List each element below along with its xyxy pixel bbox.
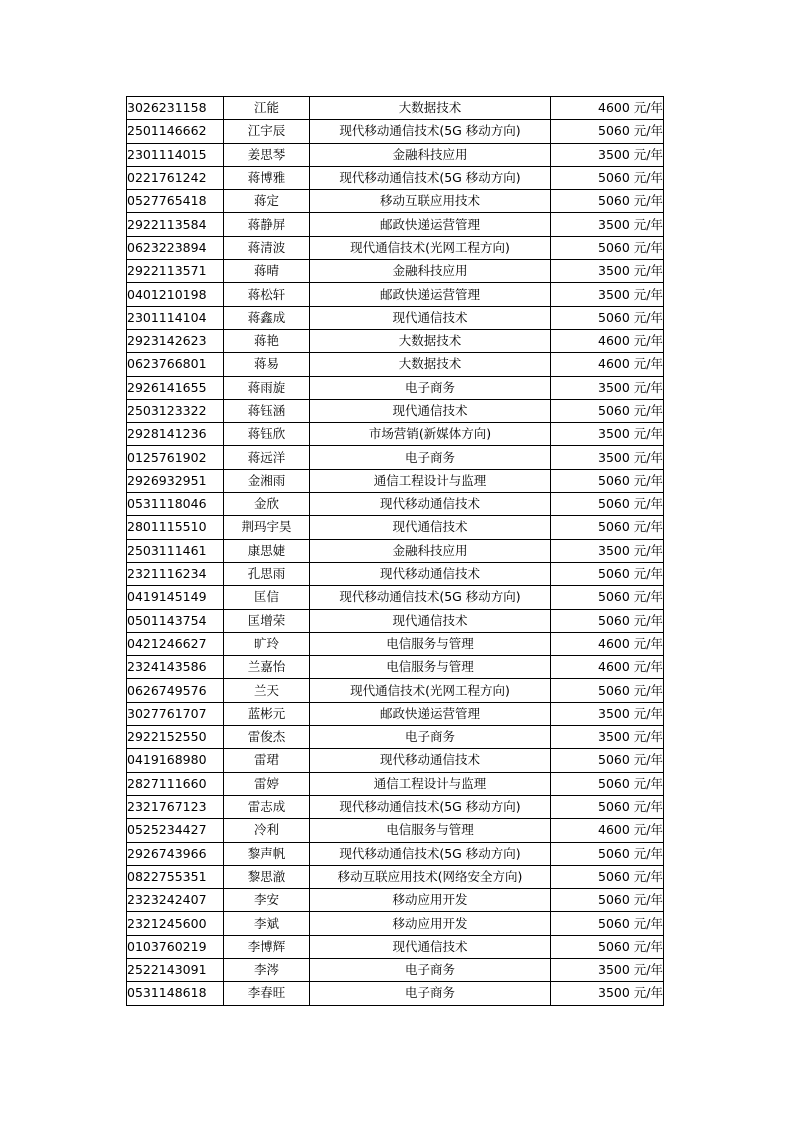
student-id-cell: 2323242407 <box>127 889 224 912</box>
tuition-fee-cell: 5060 元/年 <box>551 609 664 632</box>
tuition-fee-cell: 3500 元/年 <box>551 213 664 236</box>
student-name-cell: 匡信 <box>224 586 310 609</box>
major-cell: 电信服务与管理 <box>310 632 551 655</box>
table-body <box>127 97 664 1006</box>
student-id-cell: 3026231158 <box>127 97 224 120</box>
major-cell: 通信工程设计与监理 <box>310 772 551 795</box>
major-cell: 现代移动通信技术(5G 移动方向) <box>310 842 551 865</box>
student-id-cell: 2501146662 <box>127 120 224 143</box>
student-id-cell: 2324143586 <box>127 656 224 679</box>
major-cell: 金融科技应用 <box>310 539 551 562</box>
tuition-fee-cell: 5060 元/年 <box>551 679 664 702</box>
table-row <box>127 958 664 981</box>
major-cell: 邮政快递运营管理 <box>310 702 551 725</box>
major-cell: 电子商务 <box>310 982 551 1005</box>
tuition-fee-cell: 5060 元/年 <box>551 120 664 143</box>
table-row <box>127 423 664 446</box>
major-cell: 电子商务 <box>310 376 551 399</box>
tuition-fee-cell: 5060 元/年 <box>551 842 664 865</box>
table-row <box>127 213 664 236</box>
table-row <box>127 795 664 818</box>
major-cell: 现代移动通信技术 <box>310 562 551 585</box>
student-id-cell: 2321767123 <box>127 795 224 818</box>
table-row <box>127 353 664 376</box>
major-cell: 现代移动通信技术(5G 移动方向) <box>310 795 551 818</box>
tuition-fee-cell: 5060 元/年 <box>551 166 664 189</box>
student-id-cell: 2503123322 <box>127 399 224 422</box>
tuition-fee-cell: 5060 元/年 <box>551 865 664 888</box>
student-name-cell: 旷玲 <box>224 632 310 655</box>
student-name-cell: 蒋博雅 <box>224 166 310 189</box>
student-id-cell: 2301114015 <box>127 143 224 166</box>
table-row <box>127 493 664 516</box>
tuition-fee-cell: 3500 元/年 <box>551 376 664 399</box>
student-name-cell: 雷婷 <box>224 772 310 795</box>
table-row <box>127 97 664 120</box>
table-row <box>127 632 664 655</box>
student-name-cell: 江宇辰 <box>224 120 310 143</box>
table-row <box>127 283 664 306</box>
tuition-fee-cell: 4600 元/年 <box>551 819 664 842</box>
tuition-fee-cell: 3500 元/年 <box>551 283 664 306</box>
tuition-fee-cell: 4600 元/年 <box>551 632 664 655</box>
student-id-cell: 2923142623 <box>127 329 224 352</box>
student-id-cell: 2801115510 <box>127 516 224 539</box>
student-name-cell: 李博辉 <box>224 935 310 958</box>
student-name-cell: 李斌 <box>224 912 310 935</box>
tuition-fee-cell: 5060 元/年 <box>551 795 664 818</box>
major-cell: 现代通信技术 <box>310 516 551 539</box>
table-row <box>127 516 664 539</box>
tuition-fee-cell: 5060 元/年 <box>551 469 664 492</box>
student-id-cell: 0527765418 <box>127 190 224 213</box>
table-row <box>127 726 664 749</box>
major-cell: 现代通信技术 <box>310 399 551 422</box>
table-row <box>127 399 664 422</box>
major-cell: 电信服务与管理 <box>310 656 551 679</box>
student-name-cell: 黎声帆 <box>224 842 310 865</box>
major-cell: 现代移动通信技术 <box>310 749 551 772</box>
table-row <box>127 143 664 166</box>
major-cell: 现代通信技术(光网工程方向) <box>310 236 551 259</box>
table-row <box>127 982 664 1005</box>
student-id-cell: 0623223894 <box>127 236 224 259</box>
student-name-cell: 蒋松轩 <box>224 283 310 306</box>
student-name-cell: 蒋晴 <box>224 260 310 283</box>
student-id-cell: 2503111461 <box>127 539 224 562</box>
student-id-cell: 2321116234 <box>127 562 224 585</box>
table-row <box>127 749 664 772</box>
student-name-cell: 李涔 <box>224 958 310 981</box>
student-id-cell: 2321245600 <box>127 912 224 935</box>
major-cell: 现代通信技术(光网工程方向) <box>310 679 551 702</box>
tuition-fee-cell: 5060 元/年 <box>551 772 664 795</box>
major-cell: 现代移动通信技术(5G 移动方向) <box>310 166 551 189</box>
major-cell: 现代移动通信技术(5G 移动方向) <box>310 586 551 609</box>
tuition-fee-cell: 5060 元/年 <box>551 889 664 912</box>
table-row <box>127 656 664 679</box>
tuition-fee-cell: 4600 元/年 <box>551 656 664 679</box>
major-cell: 移动互联应用技术 <box>310 190 551 213</box>
tuition-fee-cell: 3500 元/年 <box>551 260 664 283</box>
major-cell: 移动应用开发 <box>310 912 551 935</box>
major-cell: 金融科技应用 <box>310 260 551 283</box>
student-name-cell: 雷志成 <box>224 795 310 818</box>
table-row <box>127 702 664 725</box>
major-cell: 电子商务 <box>310 726 551 749</box>
tuition-fee-cell: 3500 元/年 <box>551 702 664 725</box>
student-name-cell: 兰天 <box>224 679 310 702</box>
student-id-cell: 0125761902 <box>127 446 224 469</box>
major-cell: 市场营销(新媒体方向) <box>310 423 551 446</box>
student-name-cell: 蒋远洋 <box>224 446 310 469</box>
major-cell: 现代移动通信技术(5G 移动方向) <box>310 120 551 143</box>
table-row <box>127 120 664 143</box>
table-row <box>127 190 664 213</box>
major-cell: 通信工程设计与监理 <box>310 469 551 492</box>
student-id-cell: 0419145149 <box>127 586 224 609</box>
student-name-cell: 荆玛宇昊 <box>224 516 310 539</box>
table-row <box>127 586 664 609</box>
student-name-cell: 蒋雨旋 <box>224 376 310 399</box>
student-id-cell: 0501143754 <box>127 609 224 632</box>
tuition-fee-cell: 4600 元/年 <box>551 329 664 352</box>
student-name-cell: 兰嘉怡 <box>224 656 310 679</box>
tuition-fee-cell: 5060 元/年 <box>551 912 664 935</box>
student-name-cell: 李春旺 <box>224 982 310 1005</box>
student-name-cell: 蒋钰欣 <box>224 423 310 446</box>
student-id-cell: 0525234427 <box>127 819 224 842</box>
major-cell: 邮政快递运营管理 <box>310 283 551 306</box>
major-cell: 电子商务 <box>310 446 551 469</box>
student-id-cell: 2926743966 <box>127 842 224 865</box>
student-name-cell: 匡增荣 <box>224 609 310 632</box>
major-cell: 现代通信技术 <box>310 306 551 329</box>
table-row <box>127 562 664 585</box>
student-name-cell: 冷利 <box>224 819 310 842</box>
table-row <box>127 166 664 189</box>
table-row <box>127 469 664 492</box>
student-fee-table <box>126 96 664 1006</box>
table-row <box>127 260 664 283</box>
student-id-cell: 3027761707 <box>127 702 224 725</box>
table-row <box>127 865 664 888</box>
student-id-cell: 0626749576 <box>127 679 224 702</box>
major-cell: 现代移动通信技术 <box>310 493 551 516</box>
tuition-fee-cell: 3500 元/年 <box>551 958 664 981</box>
table-row <box>127 679 664 702</box>
table-row <box>127 376 664 399</box>
table-row <box>127 306 664 329</box>
major-cell: 大数据技术 <box>310 329 551 352</box>
student-name-cell: 雷俊杰 <box>224 726 310 749</box>
table-row <box>127 912 664 935</box>
tuition-fee-cell: 3500 元/年 <box>551 143 664 166</box>
student-name-cell: 孔思雨 <box>224 562 310 585</box>
major-cell: 金融科技应用 <box>310 143 551 166</box>
table-row <box>127 539 664 562</box>
tuition-fee-cell: 5060 元/年 <box>551 562 664 585</box>
student-name-cell: 金欣 <box>224 493 310 516</box>
tuition-fee-cell: 5060 元/年 <box>551 399 664 422</box>
table-row <box>127 446 664 469</box>
major-cell: 邮政快递运营管理 <box>310 213 551 236</box>
table-row <box>127 236 664 259</box>
student-name-cell: 江能 <box>224 97 310 120</box>
table-row <box>127 842 664 865</box>
major-cell: 现代通信技术 <box>310 609 551 632</box>
student-name-cell: 黎思澈 <box>224 865 310 888</box>
student-name-cell: 蒋鑫成 <box>224 306 310 329</box>
student-id-cell: 0221761242 <box>127 166 224 189</box>
tuition-fee-cell: 3500 元/年 <box>551 726 664 749</box>
tuition-fee-cell: 5060 元/年 <box>551 493 664 516</box>
tuition-fee-cell: 3500 元/年 <box>551 446 664 469</box>
tuition-fee-cell: 4600 元/年 <box>551 97 664 120</box>
tuition-fee-cell: 5060 元/年 <box>551 935 664 958</box>
major-cell: 大数据技术 <box>310 97 551 120</box>
student-name-cell: 蓝彬元 <box>224 702 310 725</box>
tuition-fee-cell: 5060 元/年 <box>551 516 664 539</box>
student-name-cell: 蒋清波 <box>224 236 310 259</box>
student-id-cell: 2522143091 <box>127 958 224 981</box>
table-row <box>127 609 664 632</box>
student-id-cell: 0103760219 <box>127 935 224 958</box>
student-name-cell: 蒋易 <box>224 353 310 376</box>
student-id-cell: 2301114104 <box>127 306 224 329</box>
student-name-cell: 蒋静屏 <box>224 213 310 236</box>
major-cell: 现代通信技术 <box>310 935 551 958</box>
student-id-cell: 2827111660 <box>127 772 224 795</box>
student-id-cell: 0421246627 <box>127 632 224 655</box>
student-id-cell: 0531118046 <box>127 493 224 516</box>
table-row <box>127 819 664 842</box>
student-id-cell: 0531148618 <box>127 982 224 1005</box>
tuition-fee-cell: 5060 元/年 <box>551 190 664 213</box>
student-id-cell: 0623766801 <box>127 353 224 376</box>
tuition-fee-cell: 5060 元/年 <box>551 586 664 609</box>
table-row <box>127 329 664 352</box>
student-name-cell: 姜思琴 <box>224 143 310 166</box>
tuition-fee-cell: 3500 元/年 <box>551 539 664 562</box>
table-row <box>127 889 664 912</box>
student-name-cell: 康思婕 <box>224 539 310 562</box>
table-row <box>127 935 664 958</box>
tuition-fee-cell: 5060 元/年 <box>551 306 664 329</box>
major-cell: 电子商务 <box>310 958 551 981</box>
student-id-cell: 2922152550 <box>127 726 224 749</box>
student-name-cell: 蒋艳 <box>224 329 310 352</box>
tuition-fee-cell: 5060 元/年 <box>551 749 664 772</box>
tuition-fee-cell: 3500 元/年 <box>551 982 664 1005</box>
student-id-cell: 0419168980 <box>127 749 224 772</box>
major-cell: 电信服务与管理 <box>310 819 551 842</box>
student-name-cell: 蒋定 <box>224 190 310 213</box>
student-name-cell: 蒋钰涵 <box>224 399 310 422</box>
tuition-fee-cell: 5060 元/年 <box>551 236 664 259</box>
student-name-cell: 金湘雨 <box>224 469 310 492</box>
major-cell: 移动互联应用技术(网络安全方向) <box>310 865 551 888</box>
major-cell: 移动应用开发 <box>310 889 551 912</box>
student-id-cell: 2926932951 <box>127 469 224 492</box>
tuition-fee-cell: 3500 元/年 <box>551 423 664 446</box>
student-id-cell: 2922113584 <box>127 213 224 236</box>
student-id-cell: 2928141236 <box>127 423 224 446</box>
student-id-cell: 0822755351 <box>127 865 224 888</box>
student-id-cell: 2926141655 <box>127 376 224 399</box>
table-row <box>127 772 664 795</box>
student-id-cell: 0401210198 <box>127 283 224 306</box>
student-id-cell: 2922113571 <box>127 260 224 283</box>
major-cell: 大数据技术 <box>310 353 551 376</box>
tuition-fee-cell: 4600 元/年 <box>551 353 664 376</box>
student-name-cell: 李安 <box>224 889 310 912</box>
student-name-cell: 雷珺 <box>224 749 310 772</box>
